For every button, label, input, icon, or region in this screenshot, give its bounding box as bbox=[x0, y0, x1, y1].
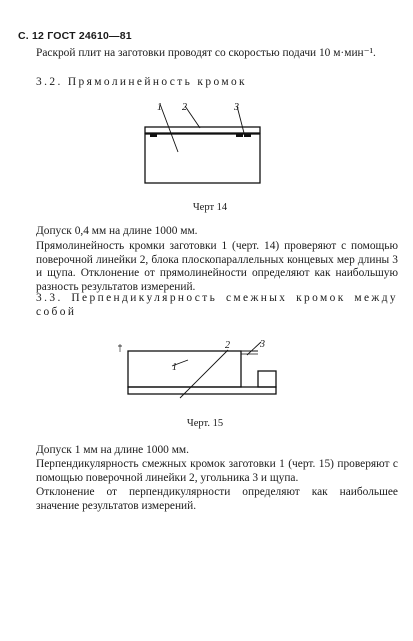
fig15-label-1: 1 bbox=[172, 362, 177, 373]
fig14-label-3: 3 bbox=[234, 102, 239, 113]
section-heading-3-3: 3.3. Перпендикулярность смежных кромок между собой bbox=[36, 292, 398, 318]
figure-14-caption: Черт 14 bbox=[192, 202, 228, 213]
figure-15-caption: Черт. 15 bbox=[186, 418, 224, 429]
paragraph-deviation: Отклонение от перпендикулярности определяют как наибольшее значение результатов измерений. bbox=[36, 486, 398, 512]
section-heading-3-2: 3.2. Прямолинейность кромок bbox=[36, 76, 247, 88]
paragraph-straightness: Прямолинейность кромки заготовки 1 (черт. 14) проверяют с помощью поверочной линейки 2, блока плоскопараллельных концевых мер длины 3 и щупа. Отклонение от прямолинейности определяют как наибольшую разность результатов измерений. bbox=[36, 240, 398, 293]
fig14-label-1: 1 bbox=[157, 102, 162, 113]
fig15-label-2: 2 bbox=[225, 340, 230, 351]
paragraph-cutting-speed: Раскрой плит на заготовки проводят со скоростью подачи 10 м·мин⁻¹. bbox=[36, 47, 376, 59]
tolerance-15: Допуск 1 мм на длине 1000 мм. bbox=[36, 444, 189, 456]
paragraph-perpendicularity: Перпендикулярность смежных кромок заготовки 1 (черт. 15) проверяют с помощью поверочной линейки 2, угольника 3 и щупа. bbox=[36, 458, 398, 484]
page-header: С. 12 ГОСТ 24610—81 bbox=[18, 30, 132, 42]
fig15-label-3: 3 bbox=[260, 339, 265, 350]
tolerance-14: Допуск 0,4 мм на длине 1000 мм. bbox=[36, 225, 198, 237]
fig14-label-2: 2 bbox=[182, 102, 187, 113]
